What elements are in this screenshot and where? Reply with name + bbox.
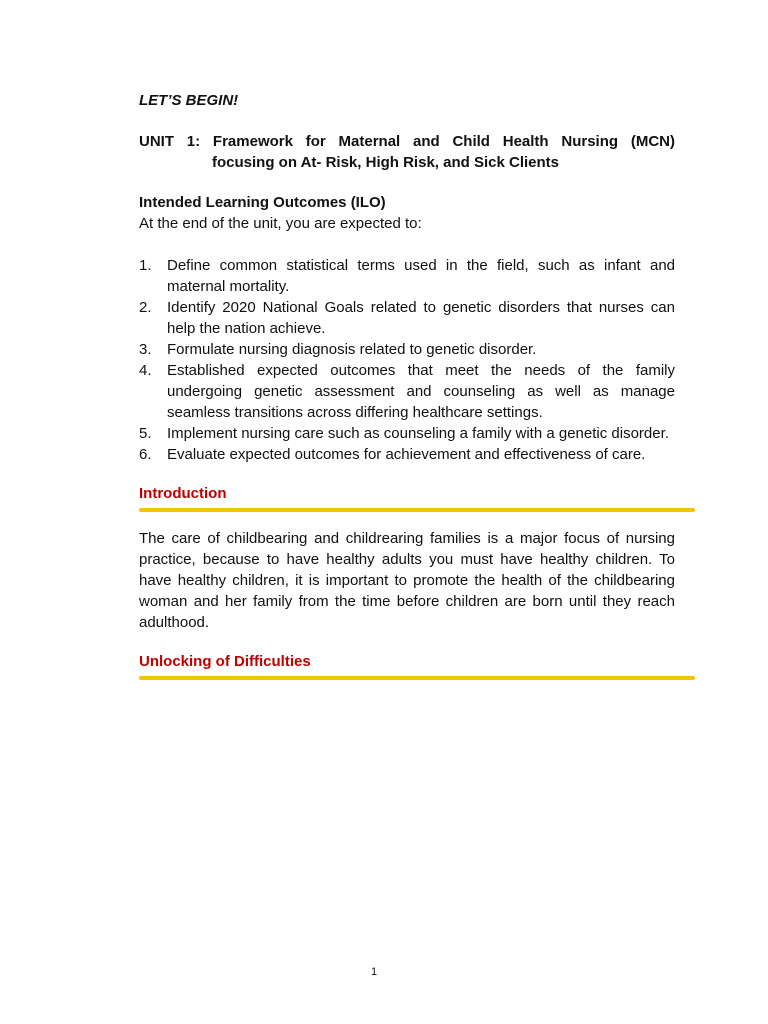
- learning-outcomes-list: [139, 255, 675, 465]
- lets-begin-heading: LET’S BEGIN!: [139, 92, 239, 109]
- outcome-item: [139, 255, 675, 297]
- outcome-number: 6.: [139, 446, 152, 463]
- outcome-item: [139, 339, 675, 360]
- outcome-text: Implement nursing care such as counseling a family with a genetic disorder.: [167, 425, 669, 442]
- unlocking-difficulties-heading: Unlocking of Difficulties: [139, 653, 311, 670]
- outcome-number: 2.: [139, 299, 152, 316]
- outcome-text: Identify 2020 National Goals related to genetic disorders that nurses can help the nation achieve.: [167, 299, 675, 337]
- ilo-heading: Intended Learning Outcomes (ILO): [139, 194, 386, 211]
- outcome-text: Evaluate expected outcomes for achievement and effectiveness of care.: [167, 446, 646, 463]
- outcome-number: 5.: [139, 425, 152, 442]
- outcome-item: [139, 360, 675, 423]
- outcome-text: Established expected outcomes that meet the needs of the family undergoing genetic assessment and counseling as well as manage seamless transitions across differing healthcare settings.: [167, 362, 675, 421]
- outcome-item: [139, 297, 675, 339]
- outcome-number: 3.: [139, 341, 152, 358]
- outcome-item: [139, 423, 675, 444]
- page-number-text: 1: [370, 966, 378, 978]
- page-number: [0, 966, 768, 978]
- introduction-heading: Introduction: [139, 485, 227, 502]
- introduction-paragraph: The care of childbearing and childrearing families is a major focus of nursing practice, because to have healthy adults you must have healthy children. To have healthy children, it is important to promote the health of the childbearing woman and her family from the time before children are born until they reach adulthood.: [139, 530, 675, 631]
- outcome-item: [139, 444, 675, 465]
- unit-title: [139, 131, 675, 173]
- page-content: [139, 90, 675, 680]
- unlocking-difficulties-divider: [139, 676, 695, 680]
- unit-title-line1: UNIT 1: Framework for Maternal and Child Health Nursing (MCN): [139, 133, 675, 150]
- introduction-divider: [139, 508, 695, 512]
- outcome-number: 1.: [139, 257, 152, 274]
- ilo-intro: At the end of the unit, you are expected to:: [139, 215, 422, 232]
- unit-title-line2: focusing on At- Risk, High Risk, and Sick Clients: [212, 154, 559, 171]
- outcome-text: Formulate nursing diagnosis related to genetic disorder.: [167, 341, 537, 358]
- outcome-number: 4.: [139, 362, 152, 379]
- outcome-text: Define common statistical terms used in the field, such as infant and maternal mortality.: [167, 257, 675, 295]
